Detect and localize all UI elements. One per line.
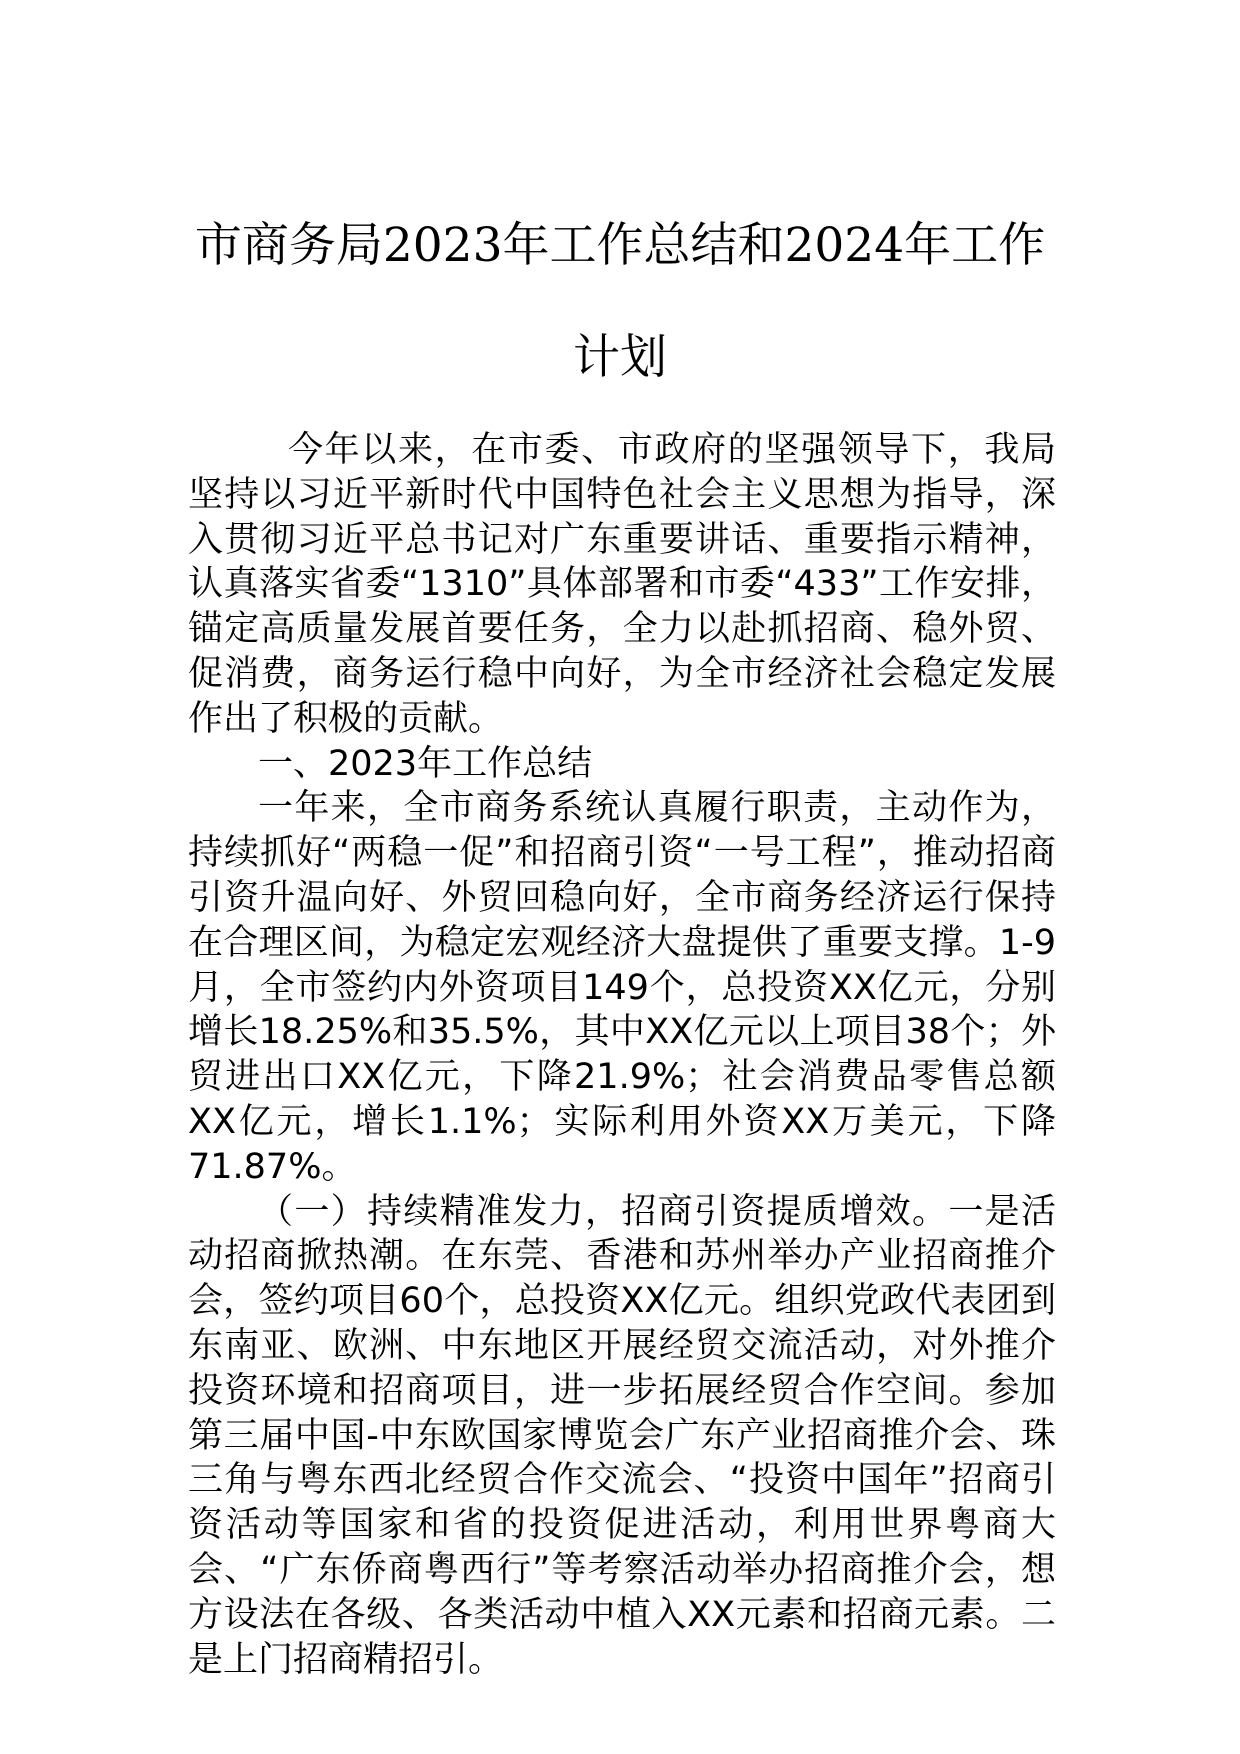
section-heading: 一、2023年工作总结 (258, 743, 593, 784)
intro-paragraph: 今年以来，在市委、市政府的坚强领导下，我局坚持以习近平新时代中国特色社会主义思想为指导，深入贯彻习近平总书记对广东重要讲话、重要指示精神，认真落实省委“1310”具体部署和市委“433”工作安排，锚定高质量发展首要任务，全力以赴抓招商、稳外贸、促消费，商务运行稳中向好，为全市经济社会稳定发展作出了积极的贡献。 (188, 430, 1056, 739)
subsection-paragraph: （一）持续精准发力，招商引资提质增效。一是活动招商掀热潮。在东莞、香港和苏州举办产业招商推介会，签约项目60个，总投资XX亿元。组织党政代表团到东南亚、欧洲、中东地区开展经贸交流活动，对外推介投资环境和招商项目，进一步拓展经贸合作空间。参加第三届中国-中东欧国家博览会广东产业招商推介会、珠三角与粤东西北经贸合作交流会、“投资中国年”招商引资活动等国家和省的投资促进活动，利用世界粤商大会、“广东侨商粤西行”等考察活动举办招商推介会，想方设法在各级、各类活动中植入XX元素和招商元素。二是上门招商精招引。 (188, 1191, 1056, 1680)
summary-paragraph: 一年来，全市商务系统认真履行职责，主动作为，持续抓好“两稳一促”和招商引资“一号工程”，推动招商引资升温向好、外贸回稳向好，全市商务经济运行保持在合理区间，为稳定宏观经济大盘提供了重要支撑。1-9月，全市签约内外资项目149个，总投资XX亿元，分别增长18.25%和35.5%，其中XX亿元以上项目38个；外贸进出口XX亿元，下降21.9%；社会消费品零售总额XX亿元，增长1.1%；实际利用外资XX万美元，下降71.87%。 (188, 788, 1056, 1187)
document-title: 市商务局2023年工作总结和2024年工作计划 (194, 218, 1046, 385)
document-body (188, 428, 1056, 1682)
